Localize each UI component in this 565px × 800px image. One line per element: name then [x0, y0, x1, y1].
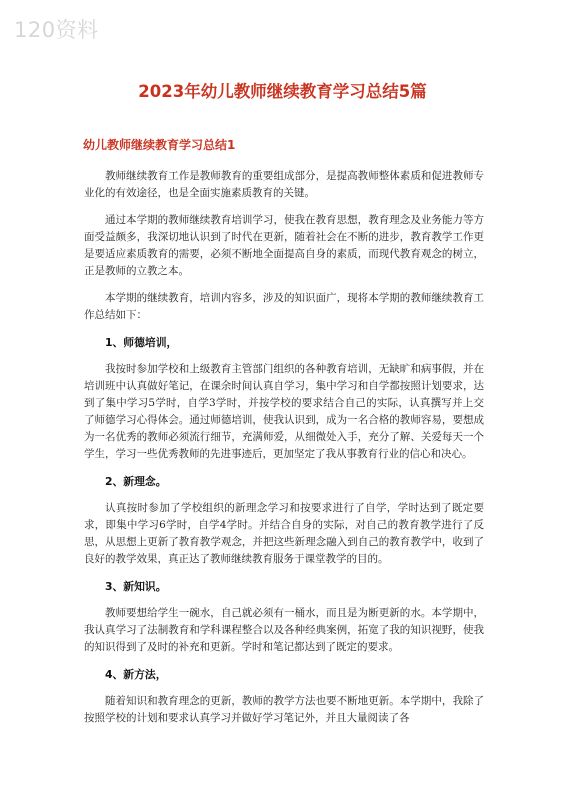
paragraph: 教师继续教育工作是教师教育的重要组成部分，是提高教师整体素质和促进教师专业化的有效途径，也是全面实施素质教育的关键。 [84, 170, 484, 199]
paragraph: 教师要想给学生一碗水，自己就必须有一桶水，而且是为断更新的水。本学期中，我认真学习了法制教育和学科课程整合以及各种经典案例，拓宽了我的知识视野，使我的知识得到了及时的补充和更新。学时和笔记都达到了既定的要求。 [84, 607, 484, 653]
subheading: 4、新方法， [105, 668, 167, 681]
subheading: 1、师德培训， [105, 336, 178, 349]
watermark: 120资料 [14, 18, 99, 42]
subheading: 2、新理念。 [105, 475, 167, 488]
paragraph: 本学期的继续教育，培训内容多，涉及的知识面广，现将本学期的教师继续教育工作总结如下： [84, 292, 484, 321]
document-body [84, 168, 484, 737]
subheading: 3、新知识。 [105, 580, 167, 593]
paragraph: 我按时参加学校和上级教育主管部门组织的各种教育培训，无缺旷和病事假，并在培训班中认真做好笔记，在课余时间认真自学习，集中学习和自学都按照计划要求，达到了集中学习5学时，自学3学时，并按学校的要求结合自己的实际，认真撰写并上交了师德学习心得体会。通过师德培训，使我认识到，成为一名合格的教师容易，要想成为一名优秀的教师必须流行细节，充满师爱，从细微处入手，充分了解、关爱每天一个学生，学习一些优秀教师的先进事迹后，更加坚定了我从事教育行业的信心和决心。 [84, 363, 484, 460]
document-title: 2023年幼儿教师继续教育学习总结5篇 [138, 82, 427, 101]
section-title: 幼儿教师继续教育学习总结1 [83, 138, 236, 152]
paragraph: 认真按时参加了学校组织的新理念学习和按要求进行了自学，学时达到了既定要求，即集中学习6学时，自学4学时。并结合自身的实际，对自己的教育教学进行了反思，从思想上更新了教育教学观念，并把这些新理念融入到自己的教育教学中，收到了良好的教学效果，真正达了教师继续教育服务于课堂教学的目的。 [84, 502, 484, 565]
paragraph: 通过本学期的教师继续教育培训学习，使我在教育思想，教育理念及业务能力等方面受益颇多，我深切地认识到了时代在更新，随着社会在不断的进步，教育教学工作更是要适应素质教育的需要，必须不断地全面提高自身的素质，而现代教育观念的树立，正是教师的立教之本。 [84, 214, 484, 277]
paragraph: 随着知识和教育理念的更新，教师的教学方法也要不断地更新。本学期中，我除了按照学校的计划和要求认真学习并做好学习笔记外，并且大量阅读了各 [84, 695, 484, 724]
